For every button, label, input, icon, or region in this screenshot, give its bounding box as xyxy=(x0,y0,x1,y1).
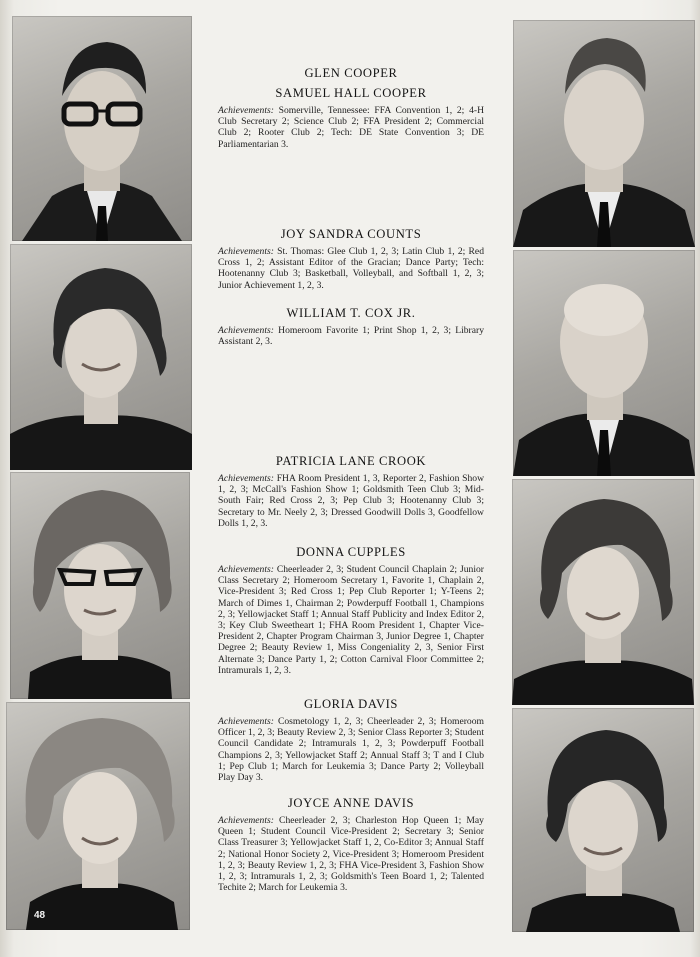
student-name: PATRICIA LANE CROOK xyxy=(275,454,427,468)
achievements-text xyxy=(218,815,484,893)
student-name: SAMUEL HALL COOPER xyxy=(275,86,427,100)
student-name: JOY SANDRA COUNTS xyxy=(280,227,422,241)
entry-donna-cupples xyxy=(218,545,484,676)
entry-samuel-hall-cooper xyxy=(218,86,484,150)
portrait-glen-cooper xyxy=(12,16,192,241)
achievements-label: Achievements: xyxy=(218,325,274,336)
bio-column xyxy=(218,0,484,957)
achievements-body: Cheerleader 2, 3; Charleston Hop Queen 1; May Queen 1; Student Council Vice-President 2; Secretary 3; Senior Class Treasurer 3; Yellowjacket Staff 1, 2, Co-Editor 3; Annual Staff 2; National Honor Society 2, Vice-President 3; Homeroom President 1, 2, 3; Beauty Review 1, 2, 3; FHA Vice-President 3, Fashion Show 1, 2, 3; Intramurals 1, 2, 3; Goldsmith's Teen Board 1, 2; Talented Techite 2; March for Leukemia 3. xyxy=(218,815,484,894)
entry-gloria-davis xyxy=(218,697,484,783)
student-name: WILLIAM T. COX JR. xyxy=(286,306,416,320)
achievements-body: St. Thomas: Glee Club 1, 2, 3; Latin Club 1, 2; Red Cross 1, 2; Assistant Editor of the Gracian; Dance Party; Tech: Hootenanny Club 3; Basketball, Volleyball, and Softball 1, 2, 3; Junior Achievement 1, 2, 3. xyxy=(218,246,484,291)
student-name: DONNA CUPPLES xyxy=(296,545,406,559)
portrait-william-t-cox xyxy=(513,250,695,476)
achievements-body: Somerville, Tennessee: FFA Convention 1, 2; 4-H Club Secretary 2; Science Club 2; FFA President 2; Commercial Club 2; Rooter Club 2; Tech: DE State Convention 3; DE Parliamentarian 3. xyxy=(218,105,484,150)
entry-patricia-lane-crook xyxy=(218,454,484,529)
achievements-body: Cheerleader 2, 3; Student Council Chaplain 2; Junior Class Secretary 2; Homeroom Secretary 1, Favorite 1, Chaplain 2, Vice-President 3; Red Cross 1; Pep Club Reporter 1; Y-Teens 2; March of Dimes 1, Chairman 2; Powderpuff Football 1, Champions 2, 3; Yellowjacket Staff 1; Annual Staff Publicity and Index Editor 2, 3; Key Club Sweetheart 1; FHA Room President 1, Chapter Vice-President 2, Chapter Program Chairman 3, Junior Degree 1, Chapter Degree 2; Beauty Review 1, Miss Congeniality 2, 3, Senior First Alternate 3; Dance Party 1, 2; Cotton Carnival Floor Committee 2; Intramurals 1, 2, 3. xyxy=(218,564,484,676)
portrait-patricia-lane-crook xyxy=(10,472,190,699)
entry-glen-cooper xyxy=(218,66,484,85)
portrait-donna-cupples xyxy=(512,479,694,705)
achievements-body: FHA Room President 1, 3, Reporter 2, Fashion Show 1, 2, 3; McCall's Fashion Show 1; Goldsmith Teen Club 3; Mid-South Fair; Red Cross 2, 3; Pep Club 3; Hootenanny Club 3; Secretary to Mr. Neely 2, 3; Dressed Goodwill Dolls 3, Goodfellow Dolls 1, 2, 3. xyxy=(218,473,484,529)
achievements-body: Homeroom Favorite 1; Print Shop 1, 2, 3; Library Assistant 2, 3. xyxy=(218,325,484,348)
achievements-text xyxy=(218,325,484,347)
entry-joyce-anne-davis xyxy=(218,796,484,893)
portrait-samuel-hall-cooper xyxy=(513,20,695,247)
achievements-text xyxy=(218,473,484,529)
student-name: GLORIA DAVIS xyxy=(303,697,399,711)
entry-william-t-cox xyxy=(218,306,484,347)
achievements-text xyxy=(218,716,484,783)
achievements-text xyxy=(218,564,484,676)
achievements-label: Achievements: xyxy=(218,716,274,727)
student-name: GLEN COOPER xyxy=(304,66,398,80)
achievements-text xyxy=(218,246,484,291)
entry-joy-sandra-counts xyxy=(218,227,484,291)
achievements-label: Achievements: xyxy=(218,473,274,484)
achievements-label: Achievements: xyxy=(218,246,274,257)
achievements-label: Achievements: xyxy=(218,815,274,826)
achievements-label: Achievements: xyxy=(218,564,274,575)
page-number: 48 xyxy=(34,910,46,921)
portrait-gloria-davis xyxy=(6,702,190,930)
achievements-text xyxy=(218,105,484,150)
portrait-joy-sandra-counts xyxy=(10,244,192,470)
achievements-body: Cosmetology 1, 2, 3; Cheerleader 2, 3; Homeroom Officer 1, 2, 3; Beauty Review 2, 3; Senior Class Reporter 3; Student Council Candidate 2; Intramurals 1, 2, 3; Powderpuff Football Champions 2, 3; Yellowjacket Staff 2; Annual Staff 3; T and I Club 1; Pep Club 1; March for Leukemia 3; Dance Party 2; Volleyball Play Day 3. xyxy=(218,716,484,784)
portrait-joyce-anne-davis xyxy=(512,708,694,932)
student-name: JOYCE ANNE DAVIS xyxy=(287,796,415,810)
achievements-label: Achievements: xyxy=(218,105,274,116)
